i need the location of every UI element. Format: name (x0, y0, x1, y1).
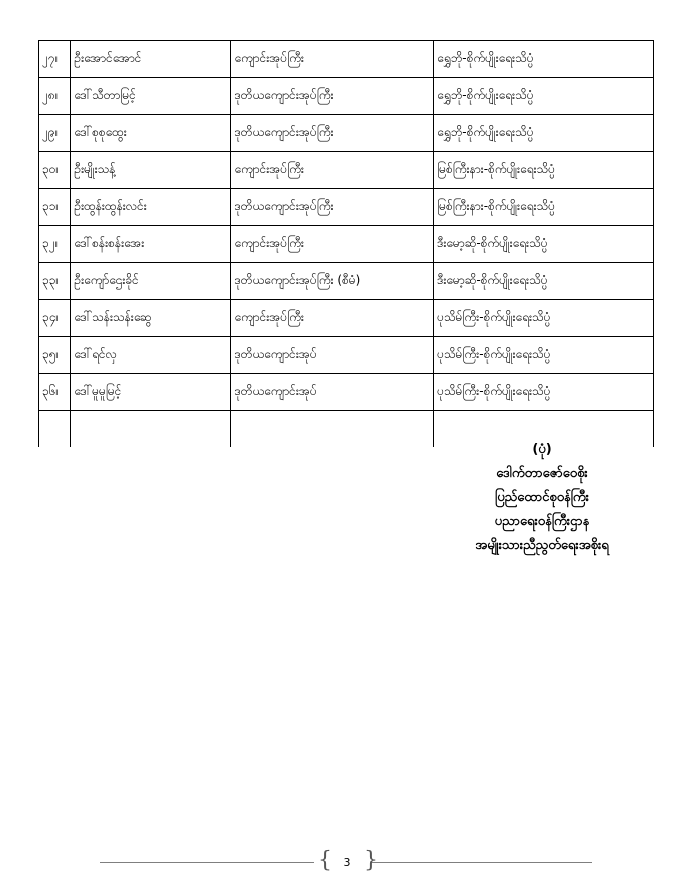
cell-rank: ဒုတိယကျောင်းအုပ်ကြီး (231, 189, 434, 226)
cell-rank: ကျောင်းအုပ်ကြီး (231, 300, 434, 337)
cell-no: ၃၁။ (39, 189, 71, 226)
cell-name: ဦးမျိုးသန့် (71, 152, 231, 189)
cell-name: ဒေါ်သီတာမြင့် (71, 78, 231, 115)
cell-no: ၃၀။ (39, 152, 71, 189)
cell-no: ၂၉။ (39, 115, 71, 152)
cell-rank (231, 411, 434, 448)
signature-block (432, 438, 652, 558)
footer-bracket-right: } (364, 848, 378, 873)
signatory-name: ဒေါက်တာဇော်ဝေစိုး (496, 466, 588, 481)
cell-name: ဒေါ်မူမူမြင့် (71, 374, 231, 411)
cell-rank: ကျောင်းအုပ်ကြီး (231, 226, 434, 263)
signatory-title: ပြည်ထောင်စုဝန်ကြီး (495, 490, 589, 505)
cell-name: ဒေါ်စုစုထွေး (71, 115, 231, 152)
cell-no: ၂၇။ (39, 41, 71, 78)
cell-post: ဒီးမော့ဆို-စိုက်ပျိုးရေးသိပ္ပံ (434, 263, 654, 300)
cell-post: ပုသိမ်ကြီး-စိုက်ပျိုးရေးသိပ္ပံ (434, 300, 654, 337)
cell-rank: ဒုတိယကျောင်းအုပ် (231, 374, 434, 411)
cell-post: ရွှေဘို-စိုက်ပျိုးရေးသိပ္ပံ (434, 78, 654, 115)
table-row (39, 226, 654, 263)
table-row (39, 374, 654, 411)
table-row (39, 115, 654, 152)
table-row (39, 300, 654, 337)
footer-rule-left (100, 862, 314, 863)
cell-no: ၂၈။ (39, 78, 71, 115)
footer-bracket-left: { (318, 848, 332, 873)
signatory-ministry: ပညာရေးဝန်ကြီးဌာန (494, 514, 590, 529)
cell-rank: ကျောင်းအုပ်ကြီး (231, 152, 434, 189)
cell-post: ဒီးမော့ဆို-စိုက်ပျိုးရေးသိပ္ပံ (434, 226, 654, 263)
cell-no (39, 411, 71, 448)
cell-post: မြစ်ကြီးနား-စိုက်ပျိုးရေးသိပ္ပံ (434, 152, 654, 189)
cell-post: မြစ်ကြီးနား-စိုက်ပျိုးရေးသိပ္ပံ (434, 189, 654, 226)
cell-post: ရွှေဘို-စိုက်ပျိုးရေးသိပ္ပံ (434, 115, 654, 152)
footer-rule-right (372, 862, 592, 863)
table-row (39, 263, 654, 300)
cell-no: ၃၆။ (39, 374, 71, 411)
cell-name: ဦးကျော်ဌေးခိုင် (71, 263, 231, 300)
cell-post: ပုသိမ်ကြီး-စိုက်ပျိုးရေးသိပ္ပံ (434, 374, 654, 411)
signature-mark: (ပုံ) (532, 442, 552, 457)
page-number: 3 (343, 856, 351, 869)
cell-rank: ကျောင်းအုပ်ကြီး (231, 41, 434, 78)
table-row (39, 337, 654, 374)
cell-name: ဒေါ်စန်းစန်းအေး (71, 226, 231, 263)
cell-rank: ဒုတိယကျောင်းအုပ်ကြီး (231, 115, 434, 152)
table-row (39, 189, 654, 226)
cell-rank: ဒုတိယကျောင်းအုပ်ကြီး (စီမံ) (231, 263, 434, 300)
cell-post: ပုသိမ်ကြီး-စိုက်ပျိုးရေးသိပ္ပံ (434, 337, 654, 374)
cell-name: ဒေါ်ရင်လှ (71, 337, 231, 374)
table-row (39, 152, 654, 189)
table-row (39, 78, 654, 115)
cell-rank: ဒုတိယကျောင်းအုပ်ကြီး (231, 78, 434, 115)
cell-rank: ဒုတိယကျောင်းအုပ် (231, 337, 434, 374)
signatory-org: အမျိုးသားညီညွတ်ရေးအစိုးရ (475, 538, 609, 553)
cell-name: ဒေါ်သန်းသန်းဆွေ (71, 300, 231, 337)
cell-no: ၃၄။ (39, 300, 71, 337)
cell-no: ၃၅။ (39, 337, 71, 374)
cell-name: ဦးအောင်အောင် (71, 41, 231, 78)
page-footer (100, 848, 592, 875)
staff-table-body (39, 41, 654, 448)
cell-no: ၃၃။ (39, 263, 71, 300)
staff-table (38, 40, 654, 447)
cell-name: ဦးထွန်းထွန်းလင်း (71, 189, 231, 226)
cell-name (71, 411, 231, 448)
cell-post: ရွှေဘို-စိုက်ပျိုးရေးသိပ္ပံ (434, 41, 654, 78)
table-row (39, 41, 654, 78)
cell-no: ၃၂။ (39, 226, 71, 263)
